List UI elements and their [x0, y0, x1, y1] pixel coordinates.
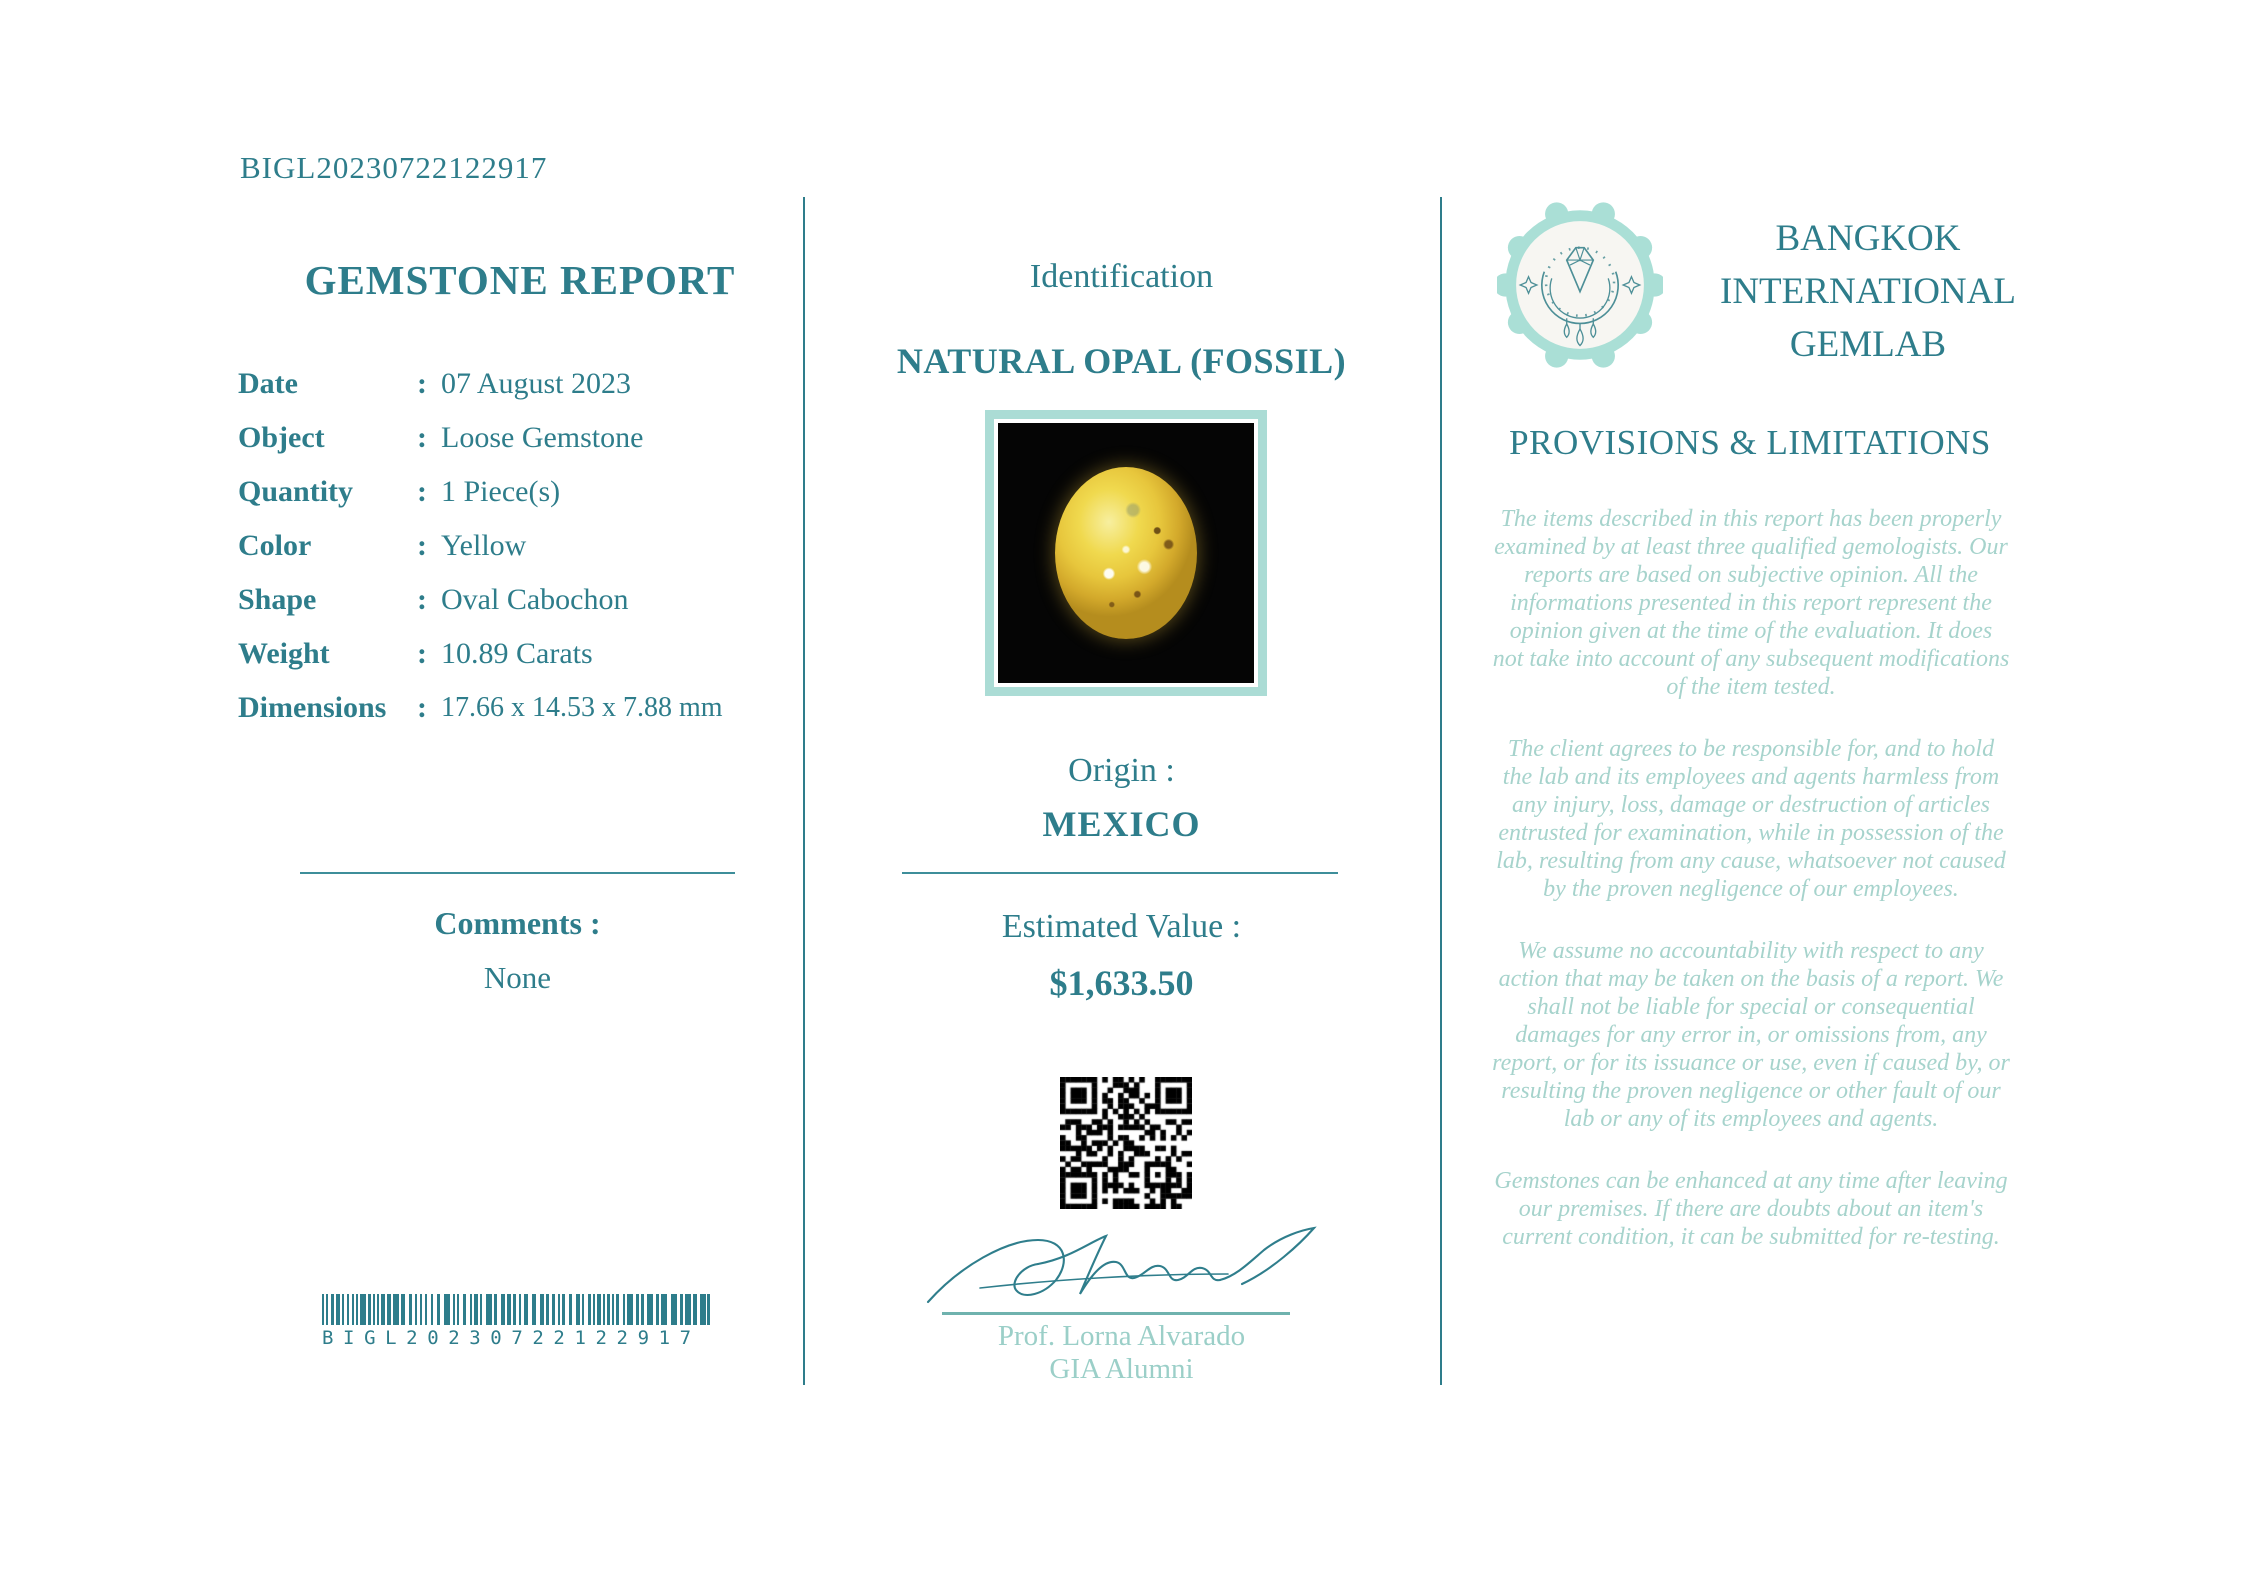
identification-result: NATURAL OPAL (FOSSIL)	[896, 341, 1347, 381]
provisions-paragraph: The client agrees to be responsible for, and to hold the lab and its employees and agents harmless from any injury, loss, damage or destruction of articles entrusted for examination, while in possession of the lab, resulting from any cause, whatsoever not caused by the proven negligence of our employees.	[1496, 736, 2006, 902]
field-value: 10.89 Carats	[441, 637, 593, 670]
identification-column	[805, 0, 1438, 1586]
field-colon: :	[417, 691, 427, 724]
field-value: Loose Gemstone	[441, 421, 644, 454]
gemstone-photo	[998, 423, 1254, 683]
gemstone-photo-frame	[985, 410, 1267, 696]
field-colon: :	[417, 583, 427, 616]
barcode	[322, 1294, 710, 1349]
estimated-value: $1,633.50	[1049, 963, 1194, 1003]
field-value: 07 August 2023	[441, 367, 632, 400]
comments-divider	[300, 872, 735, 874]
field-label: Color	[238, 529, 312, 562]
report-number: BIGL20230722122917	[240, 150, 548, 185]
lab-name-line: INTERNATIONAL	[1720, 271, 2016, 312]
estimated-value-label: Estimated Value :	[1001, 908, 1242, 945]
identification-heading: Identification	[1029, 258, 1214, 295]
lab-name-line: BANGKOK	[1775, 218, 1961, 259]
field-label: Object	[238, 421, 325, 454]
field-label: Date	[238, 367, 298, 400]
lab-name-line: GEMLAB	[1789, 324, 1947, 365]
field-label: Shape	[238, 583, 317, 616]
table-row-color	[238, 530, 758, 561]
field-colon: :	[417, 529, 427, 562]
field-colon: :	[417, 637, 427, 670]
field-label: Dimensions	[238, 691, 387, 724]
field-label: Quantity	[238, 475, 354, 508]
comments-heading: Comments :	[434, 905, 601, 941]
barcode-text: BIGL20230722122917	[322, 1327, 701, 1349]
field-value: 1 Piece(s)	[441, 475, 561, 508]
column-divider-right	[1440, 197, 1442, 1385]
origin-label: Origin :	[1068, 752, 1175, 789]
table-row-dimensions	[238, 692, 758, 723]
origin-value: MEXICO	[1042, 804, 1201, 844]
field-value: 17.66 x 14.53 x 7.88 mm	[441, 692, 723, 723]
gem-details-table	[238, 368, 758, 746]
lab-name	[1688, 212, 2048, 371]
provisions-paragraph: Gemstones can be enhanced at any time after leaving our premises. If there are doubts about an item's current condition, it can be submitted for re-testing.	[1494, 1168, 2008, 1250]
signatory-credential: GIA Alumni	[1049, 1353, 1194, 1385]
gemlab-logo	[1497, 200, 1663, 370]
field-value: Yellow	[441, 529, 527, 562]
table-row-object	[238, 422, 758, 453]
provisions-text	[1492, 505, 2010, 1285]
field-colon: :	[417, 475, 427, 508]
barcode-bars	[322, 1294, 710, 1325]
opal-cabochon-image	[1055, 467, 1197, 639]
field-colon: :	[417, 367, 427, 400]
provisions-paragraph: The items described in this report has been properly examined by at least three qualified gemologists. Our reports are based on subjective opinion. All the informations presented in this report represent the opinion given at the time of the evaluation. It does not take into account of any subsequent modifications of the item tested.	[1492, 506, 2010, 700]
comments-value: None	[483, 960, 552, 995]
field-value: Oval Cabochon	[441, 583, 629, 616]
field-label: Weight	[238, 637, 330, 670]
table-row-weight	[238, 638, 758, 669]
provisions-title: PROVISIONS & LIMITATIONS	[1509, 423, 1991, 462]
signatory-name: Prof. Lorna Alvarado	[997, 1320, 1246, 1352]
table-row-date	[238, 368, 758, 399]
report-title: GEMSTONE REPORT	[304, 257, 736, 303]
table-row-shape	[238, 584, 758, 615]
provisions-paragraph: We assume no accountability with respect to any action that may be taken on the basis of a report. We shall not be liable for special or consequential damages for any error in, or omissions from, any report, or for its issuance or use, even if caused by, or resulting the proven negligence or other fault of our lab or any of its employees and agents.	[1492, 938, 2010, 1132]
field-colon: :	[417, 421, 427, 454]
table-row-quantity	[238, 476, 758, 507]
value-divider	[902, 872, 1338, 874]
